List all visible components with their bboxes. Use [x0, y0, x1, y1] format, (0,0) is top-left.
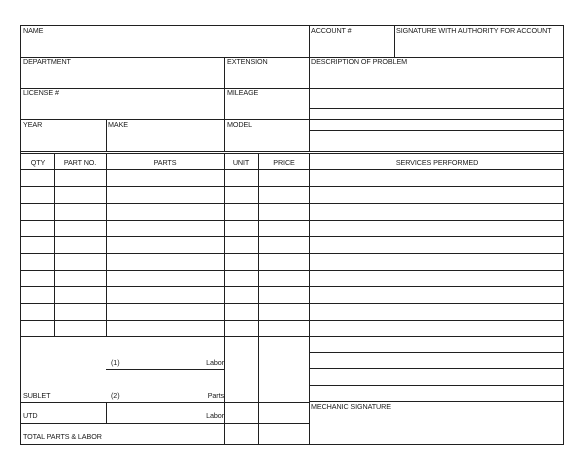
mileage-field-label: MILEAGE [227, 88, 259, 97]
extension-field-label: EXTENSION [227, 57, 268, 66]
utd-divider [106, 402, 107, 424]
table-row-line [20, 253, 564, 254]
license-row-top [20, 88, 310, 89]
services-performed-header: SERVICES PERFORMED [395, 158, 479, 167]
qty-column-divider [54, 153, 55, 337]
total-parts-labor-label: TOTAL PARTS & LABOR [23, 432, 102, 441]
top-section-divider [309, 25, 310, 152]
unit-column-header: UNIT [232, 158, 250, 167]
mechanic-signature-label: MECHANIC SIGNATURE [311, 402, 391, 411]
table-row-line [20, 286, 564, 287]
description-line [309, 130, 564, 131]
description-line [309, 88, 564, 89]
parts-column-divider [224, 153, 225, 445]
sublet-label: SUBLET [23, 391, 51, 400]
year-make-divider [106, 119, 107, 152]
form-bottom-border [20, 444, 564, 445]
table-header-rule-top [20, 151, 564, 152]
table-row-line [20, 236, 564, 237]
description-field-label: DESCRIPTION OF PROBLEM [311, 57, 408, 66]
qty-column-header: QTY [30, 158, 46, 167]
department-field-label: DEPARTMENT [23, 57, 71, 66]
part-no-column-header: PART NO. [63, 158, 97, 167]
department-row-top [20, 57, 564, 58]
account-field-label: ACCOUNT # [311, 26, 352, 35]
model-field-label: MODEL [227, 120, 253, 129]
year-row-top [20, 119, 564, 120]
name-field-label: NAME [23, 26, 44, 35]
table-row-line [20, 203, 564, 204]
table-row-line [20, 270, 564, 271]
table-header-rule-bottom-2 [20, 169, 564, 170]
license-field-label: LICENSE # [23, 88, 59, 97]
services-line [309, 368, 564, 369]
account-signature-divider [394, 25, 395, 58]
services-line [309, 352, 564, 353]
parts-total-label: Parts [207, 391, 224, 400]
extension-divider [224, 57, 225, 152]
table-header-rule-bottom [20, 153, 564, 154]
line-1-number: (1) [111, 358, 120, 367]
table-row-line [20, 303, 564, 304]
table-row-line [20, 336, 564, 337]
year-field-label: YEAR [23, 120, 43, 129]
utd-label: UTD [23, 411, 38, 420]
table-row-line [20, 220, 564, 221]
price-column-divider [309, 153, 310, 445]
sublet-row-line [20, 402, 310, 403]
labor-2-label: Labor [206, 411, 224, 420]
utd-row-line [20, 423, 310, 424]
signature-authority-label: SIGNATURE WITH AUTHORITY FOR ACCOUNT [396, 26, 552, 35]
services-line [309, 385, 564, 386]
price-column-header: PRICE [273, 158, 295, 167]
unit-column-divider [258, 153, 259, 445]
table-row-line [20, 320, 564, 321]
table-row-line [20, 186, 564, 187]
labor-1-underline [106, 369, 225, 370]
parts-column-header: PARTS [153, 158, 177, 167]
line-2-number: (2) [111, 391, 120, 400]
part-no-column-divider [106, 153, 107, 337]
make-field-label: MAKE [108, 120, 128, 129]
description-line [309, 108, 564, 109]
labor-1-label: Labor [206, 358, 224, 367]
